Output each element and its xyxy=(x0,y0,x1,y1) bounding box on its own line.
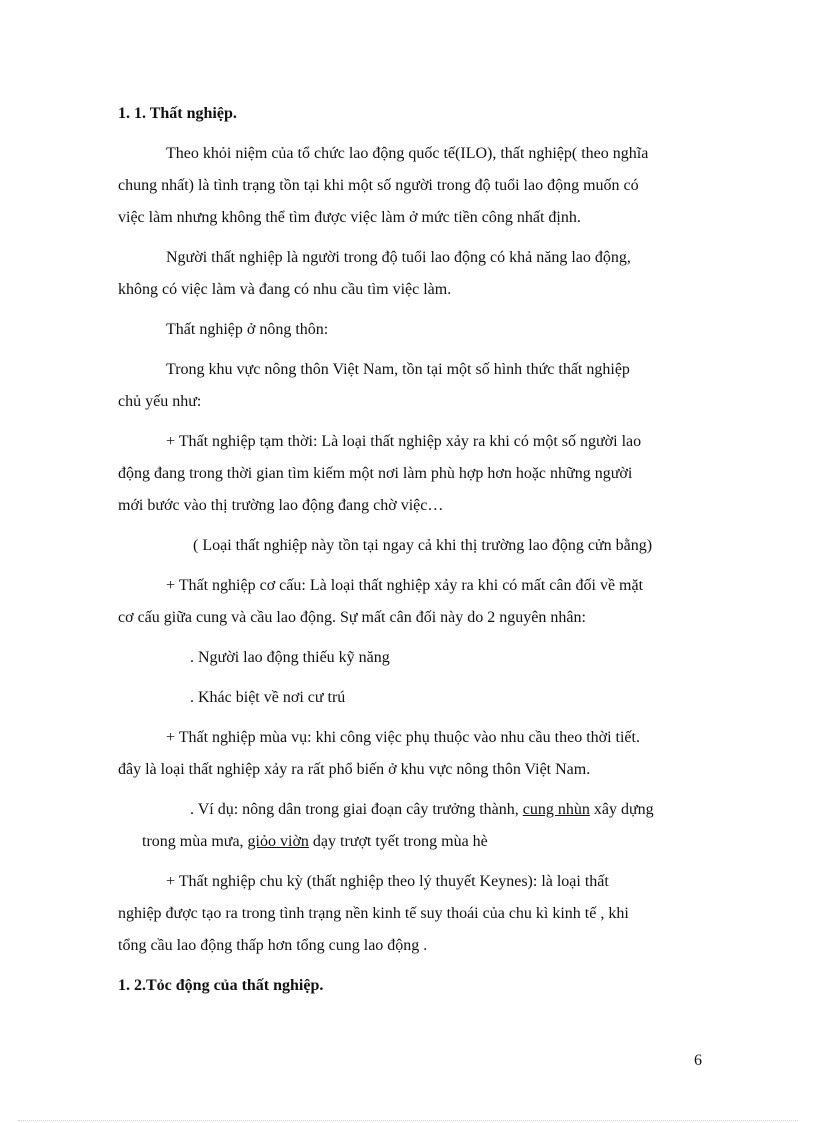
cause-item-skills: . Người lao động thiếu kỹ năng xyxy=(190,649,390,666)
frictional-unemployment-line-1: + Thất nghiệp tạm thời: Là loại thất nghiệp xảy ra khi có một số người lao xyxy=(166,433,642,450)
example-line-2-suffix: dạy trượt tyết trong mùa hè xyxy=(308,833,488,850)
cyclical-unemployment-line-2: nghiệp được tạo ra trong tình trạng nền kinh tế suy thoái của chu kì kinh tế , khi xyxy=(118,905,629,922)
frictional-unemployment-line-2: động đang trong thời gian tìm kiếm một nơi làm phù hợp hơn hoặc những người xyxy=(118,465,633,482)
section-heading-1-2: 1. 2.Tỏc động của thất nghiệp. xyxy=(118,977,324,994)
example-line-2 xyxy=(142,826,488,858)
frictional-unemployment-note: ( Loại thất nghiệp này tồn tại ngay cả khi thị trường lao động cửn bằng) xyxy=(193,537,653,554)
frictional-unemployment-line-3: mới bước vào thị trường lao động đang chờ việc… xyxy=(118,497,444,514)
cause-item-residence: . Khác biệt về nơi cư trú xyxy=(190,689,346,706)
example-line-2-prefix: trong mùa mưa, xyxy=(142,833,248,850)
cyclical-unemployment-line-1: + Thất nghiệp chu kỳ (thất nghiệp theo lý thuyết Keynes): là loại thất xyxy=(166,873,609,890)
paragraph-forms-line-1: Trong khu vực nông thôn Việt Nam, tồn tại một số hình thức thất nghiệp xyxy=(166,361,630,378)
page-number: 6 xyxy=(694,1052,702,1069)
seasonal-unemployment-line-2: đây là loại thất nghiệp xảy ra rất phổ biến ở khu vực nông thôn Việt Nam. xyxy=(118,761,591,778)
paragraph-unemployed-line-1: Người thất nghiệp là người trong độ tuổi lao động có khả năng lao động, xyxy=(166,249,631,266)
structural-unemployment-line-1: + Thất nghiệp cơ cấu: Là loại thất nghiệp xảy ra khi có mất cân đối về mặt xyxy=(166,577,644,594)
example-underlined-term-1: cung nhùn xyxy=(522,801,590,818)
seasonal-unemployment-line-1: + Thất nghiệp mùa vụ: khi công việc phụ thuộc vào nhu cầu theo thời tiết. xyxy=(166,729,640,746)
page-bottom-divider xyxy=(18,1120,798,1121)
paragraph-ilo-line-3: việc làm nhưng không thể tìm được việc làm ở mức tiền công nhất định. xyxy=(118,209,581,226)
example-line-1 xyxy=(190,794,654,826)
paragraph-unemployed-line-2: không có việc làm và đang có nhu cầu tìm việc làm. xyxy=(118,281,452,298)
example-line-1-prefix: . Ví dụ: nông dân trong giai đoạn cây trưởng thành, xyxy=(190,801,523,818)
example-line-1-suffix: xây dựng xyxy=(589,801,654,818)
example-underlined-term-2: giỏo viờn xyxy=(247,833,309,850)
paragraph-rural-unemployment: Thất nghiệp ở nông thôn: xyxy=(166,321,329,338)
paragraph-ilo-line-2: chung nhất) là tình trạng tồn tại khi một số người trong độ tuổi lao động muốn có xyxy=(118,177,639,194)
structural-unemployment-line-2: cơ cấu giữa cung và cầu lao động. Sự mất cân đối này do 2 nguyên nhân: xyxy=(118,609,586,626)
cyclical-unemployment-line-3: tổng cầu lao động thấp hơn tổng cung lao động . xyxy=(118,937,428,954)
paragraph-ilo-line-1: Theo khỏi niệm của tổ chức lao động quốc tế(ILO), thất nghiệp( theo nghĩa xyxy=(166,145,649,162)
section-heading-1-1: 1. 1. Thất nghiệp. xyxy=(118,105,237,122)
paragraph-forms-line-2: chủ yếu như: xyxy=(118,393,202,410)
